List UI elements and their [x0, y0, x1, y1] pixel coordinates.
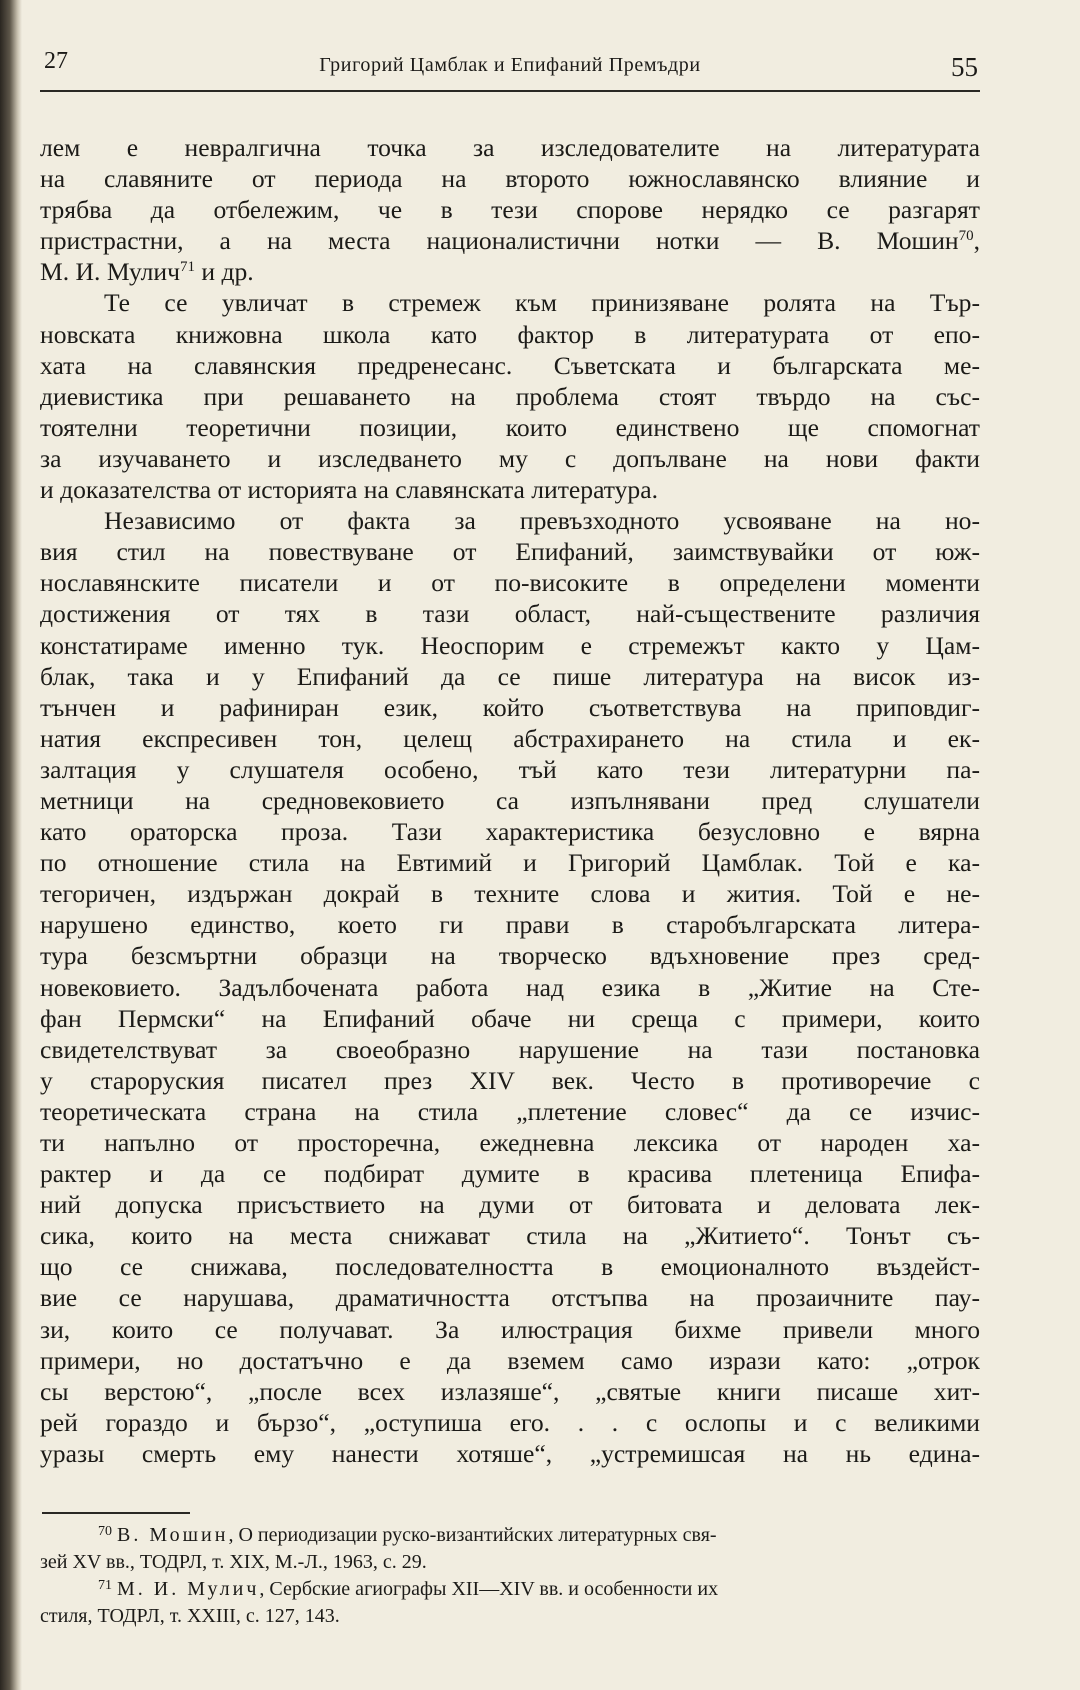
text-line: нарушено единство, което ги прави в старобългарската литера- [40, 910, 980, 940]
text-line: сы верстою“, „после всех излазяше“, „святые книги писаше хит- [40, 1376, 980, 1406]
running-header [40, 46, 980, 92]
text-line: уразы смерть ему нанести хотяше“, „устремишсая на нь едина- [40, 1438, 980, 1468]
text-line: примери, но достатъчно е да вземем само изрази като: „отрок [40, 1345, 980, 1375]
book-spine-shadow [0, 0, 22, 1690]
text-line: метници на средновековието са изпълнявани пред слушатели [40, 785, 980, 815]
text-line: теоретическата страна на стила „плетение словес“ да се изчис- [40, 1096, 980, 1126]
text-line: зи, които се получават. За илюстрация бихме привели много [40, 1314, 980, 1344]
footnotes [40, 1522, 980, 1630]
text-line: пристрастни, а на места националистични нотки — В. Мошин$^{70}$, [40, 226, 980, 256]
text-line: тоятелни теоретични позиции, които единствено ще спомогнат [40, 412, 980, 442]
text-line: лем е невралгична точка за изследователите на литературата [40, 133, 980, 162]
text-line: ти напълно от просторечна, ежедневна лексика от народен ха- [40, 1128, 980, 1157]
text-line: у староруския писател през XIV век. Често в противоречие с [40, 1065, 980, 1095]
text-line: тънчен и рафиниран език, който съответствува на приповдиг- [40, 692, 980, 722]
text-line: вия стил на повествуване от Епифаний, заимствувайки от юж- [40, 537, 980, 567]
footnote-70-cont: зей XV вв., ТОДРЛ, т. XIX, М.-Л., 1963, с. 29. [40, 1551, 427, 1573]
footnote-ref: 70 [958, 228, 974, 245]
text-line: Независимо от факта за превъзходното усвояване на но- [104, 506, 980, 536]
text-line: диевистика при решаването на проблема стоят твърдо на със- [40, 381, 980, 411]
text-line: рактер и да се подбират думите в красива плетеница Епифа- [40, 1159, 980, 1189]
text-line: свидетелствуват за своеобразно нарушение на тази постановка [40, 1034, 980, 1064]
text-line: и доказателства от историята на славянската литература. [40, 475, 658, 505]
text-line: залтация у слушателя особено, тъй като тези литературни па- [40, 754, 980, 784]
text-line: новековието. Задълбочената работа над езика в „Житие на Сте- [40, 972, 980, 1002]
running-title: Григорий Цамблак и Епифаний Премъдри [319, 54, 701, 76]
footnote-separator [42, 1512, 190, 1514]
text-line: сика, които на места снижават стила на „Житието“. Тонът съ- [40, 1221, 980, 1251]
text-line: по отношение стила на Евтимий и Григорий Цамблак. Той е ка- [40, 848, 980, 878]
main-text [40, 132, 980, 1469]
text-line: на славяните от периода на второто южнославянско влияние и [40, 164, 980, 194]
text-line: фан Пермски“ на Епифаний обаче ни среща с примери, които [40, 1003, 980, 1033]
text-line: констатираме именно тук. Неоспорим е стремежът както у Цам- [40, 630, 980, 660]
page-number: 55 [951, 52, 978, 82]
footnote-author: М. И. Мулич [117, 1578, 260, 1600]
footnote-ref: 71 [179, 259, 195, 276]
text-line: трябва да отбележим, че в тези спорове нерядко се разгарят [40, 195, 980, 225]
text-line: вие се нарушава, драматичността отстъпва на прозаичните пау- [40, 1283, 980, 1313]
text-line: рей гораздо и бързо“, „оступиша его. . . с ослопы и с великими [40, 1407, 980, 1437]
text-line: тегоричен, издържан докрай в техните слова и жития. Той е не- [40, 879, 980, 909]
text-line: нославянските писатели и от по-високите в определени моменти [40, 568, 980, 598]
section-number: 27 [44, 48, 68, 74]
footnote-author: В. Мошин [117, 1524, 229, 1546]
text-line: новската книжовна школа като фактор в литературата от епо- [40, 319, 980, 349]
footnote-70: $^{70}$ В. Мошин, О периодизации руско-византийских литературных свя- [98, 1524, 717, 1546]
text-line: М. И. Мулич$^{71}$ и др. [40, 257, 254, 287]
text-line: ний допуска присъствието на думи от битовата и деловата лек- [40, 1190, 980, 1220]
text-line: за изучаването и изследването му с допълване на нови факти [40, 443, 980, 473]
footnote-71-cont: стиля, ТОДРЛ, т. XXIII, с. 127, 143. [40, 1605, 340, 1627]
text-line: достижения от тях в тази област, най-съществените различия [40, 599, 980, 629]
text-line: като ораторска проза. Тази характеристика безусловно е вярна [40, 817, 980, 847]
text-line: що се снижава, последователността в емоционалното въздейст- [40, 1252, 980, 1282]
text-line: Те се увличат в стремеж към принизяване ролята на Тър- [104, 288, 980, 318]
text-line: натия експресивен тон, целещ абстрахирането на стила и ек- [40, 723, 980, 753]
text-line: хата на славянския предренесанс. Съветската и българската ме- [40, 350, 980, 380]
text-line: блак, така и у Епифаний да се пише литература на висок из- [40, 661, 980, 691]
text-line: тура безсмъртни образци на творческо вдъхновение през сред- [40, 941, 980, 971]
footnote-71: $^{71}$ М. И. Мулич, Сербские агиографы XII—XIV вв. и особенности их [98, 1578, 719, 1600]
